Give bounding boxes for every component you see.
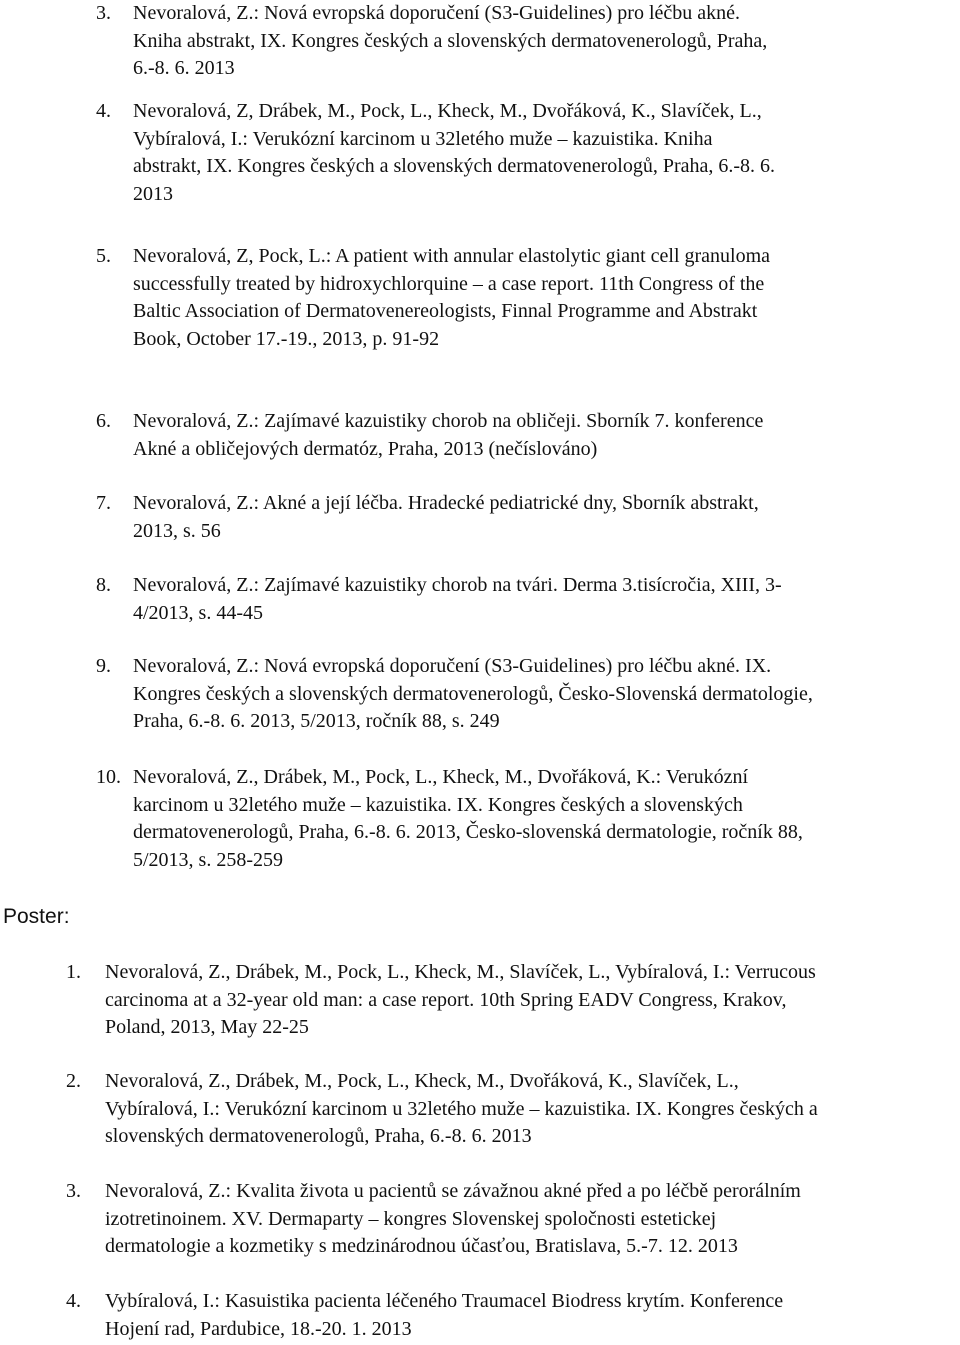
item-text-line: Kniha abstrakt, IX. Kongres českých a slovenských dermatovenerologů, Praha, bbox=[133, 29, 768, 52]
list-item bbox=[66, 1288, 960, 1343]
item-text-line: Book, October 17.-19., 2013, p. 91-92 bbox=[133, 327, 440, 350]
list-item bbox=[66, 1178, 960, 1261]
item-text-line: izotretinoinem. XV. Dermaparty – kongres Slovenskej spoločnosti estetickej bbox=[105, 1207, 717, 1230]
list-item bbox=[96, 490, 960, 545]
section-heading-poster: Poster: bbox=[3, 905, 70, 928]
list-item bbox=[66, 959, 960, 1042]
item-text-line: Nevoralová, Z.: Nová evropská doporučení (S3-Guidelines) pro léčbu akné. IX. bbox=[133, 655, 772, 677]
item-text-line: successfully treated by hidroxychlorquine – a case report. 11th Congress of the bbox=[133, 272, 765, 295]
item-text-line: Nevoralová, Z, Drábek, M., Pock, L., Kheck, M., Dvořáková, K., Slavíček, L., bbox=[133, 100, 762, 122]
item-text-line: dermatologie a kozmetiky s medzinárodnou účasťou, Bratislava, 5.-7. 12. 2013 bbox=[105, 1235, 738, 1257]
list-item bbox=[96, 653, 960, 736]
item-number: 3. bbox=[96, 2, 111, 24]
list-item bbox=[96, 98, 960, 208]
item-number: 5. bbox=[96, 245, 111, 267]
item-number: 9. bbox=[96, 655, 111, 677]
list-item bbox=[96, 408, 960, 463]
item-text-line: Akné a obličejových dermatóz, Praha, 2013 (nečíslováno) bbox=[133, 437, 598, 460]
item-number: 8. bbox=[96, 574, 111, 596]
list-item bbox=[96, 572, 960, 627]
item-text-line: Vybíralová, I.: Kasuistika pacienta léčeného Traumacel Biodress krytím. Konference bbox=[105, 1290, 784, 1312]
item-number: 6. bbox=[96, 410, 111, 432]
item-text-line: Vybíralová, I.: Verukózní karcinom u 32letého muže – kazuistika. IX. Kongres českých a bbox=[105, 1097, 818, 1120]
list-item bbox=[96, 764, 960, 874]
item-number: 10. bbox=[96, 766, 121, 788]
item-text-line: Nevoralová, Z., Drábek, M., Pock, L., Kheck, M., Slavíček, L., Vybíralová, I.: Verrucous bbox=[105, 961, 816, 983]
item-text-line: 6.-8. 6. 2013 bbox=[133, 57, 235, 79]
item-text-line: Nevoralová, Z.: Zajímavé kazuistiky chorob na tvári. Derma 3.tisícročia, XIII, 3- bbox=[133, 574, 782, 596]
list-item bbox=[66, 1068, 960, 1151]
item-text-line: 2013, s. 56 bbox=[133, 519, 221, 542]
item-text-line: dermatovenerologů, Praha, 6.-8. 6. 2013, Česko-slovenská dermatologie, ročník 88, bbox=[133, 821, 803, 843]
item-text-line: Poland, 2013, May 22-25 bbox=[105, 1016, 309, 1038]
item-text-line: Nevoralová, Z.: Nová evropská doporučení (S3-Guidelines) pro léčbu akné. bbox=[133, 2, 741, 24]
item-number: 1. bbox=[66, 961, 81, 983]
item-text-line: 4/2013, s. 44-45 bbox=[133, 601, 263, 624]
item-text-line: Vybíralová, I.: Verukózní karcinom u 32letého muže – kazuistika. Kniha bbox=[133, 127, 713, 150]
item-text-line: carcinoma at a 32-year old man: a case report. 10th Spring EADV Congress, Krakov, bbox=[105, 988, 787, 1011]
item-text-line: Hojení rad, Pardubice, 18.-20. 1. 2013 bbox=[105, 1317, 412, 1340]
item-text-line: Baltic Association of Dermatovenereologists, Finnal Programme and Abstrakt bbox=[133, 300, 758, 322]
item-number: 2. bbox=[66, 1070, 81, 1092]
item-text-line: 2013 bbox=[133, 182, 173, 205]
list-item bbox=[96, 243, 960, 353]
item-text-line: slovenských dermatovenerologů, Praha, 6.-8. 6. 2013 bbox=[105, 1125, 532, 1147]
item-text-line: Nevoralová, Z, Pock, L.: A patient with annular elastolytic giant cell granuloma bbox=[133, 245, 771, 267]
item-text-line: Praha, 6.-8. 6. 2013, 5/2013, ročník 88, s. 249 bbox=[133, 710, 500, 732]
item-text-line: Nevoralová, Z.: Kvalita života u pacientů se závažnou akné před a po léčbě perorálním bbox=[105, 1180, 801, 1202]
item-text-line: Nevoralová, Z., Drábek, M., Pock, L., Kheck, M., Dvořáková, K.: Verukózní bbox=[133, 766, 749, 788]
item-text-line: Nevoralová, Z.: Akné a její léčba. Hradecké pediatrické dny, Sborník abstrakt, bbox=[133, 492, 759, 514]
list-item bbox=[96, 0, 960, 83]
item-number: 4. bbox=[66, 1290, 81, 1312]
item-number: 3. bbox=[66, 1180, 81, 1202]
item-number: 7. bbox=[96, 492, 111, 514]
item-text-line: Nevoralová, Z., Drábek, M., Pock, L., Kheck, M., Dvořáková, K., Slavíček, L., bbox=[105, 1070, 739, 1092]
item-text-line: karcinom u 32letého muže – kazuistika. IX. Kongres českých a slovenských bbox=[133, 793, 743, 816]
item-text-line: Kongres českých a slovenských dermatovenerologů, Česko-Slovenská dermatologie, bbox=[133, 682, 813, 705]
item-text-line: 5/2013, s. 258-259 bbox=[133, 848, 283, 871]
item-number: 4. bbox=[96, 100, 111, 122]
item-text-line: Nevoralová, Z.: Zajímavé kazuistiky chorob na obličeji. Sborník 7. konference bbox=[133, 410, 764, 432]
item-text-line: abstrakt, IX. Kongres českých a slovenských dermatovenerologů, Praha, 6.-8. 6. bbox=[133, 155, 776, 177]
